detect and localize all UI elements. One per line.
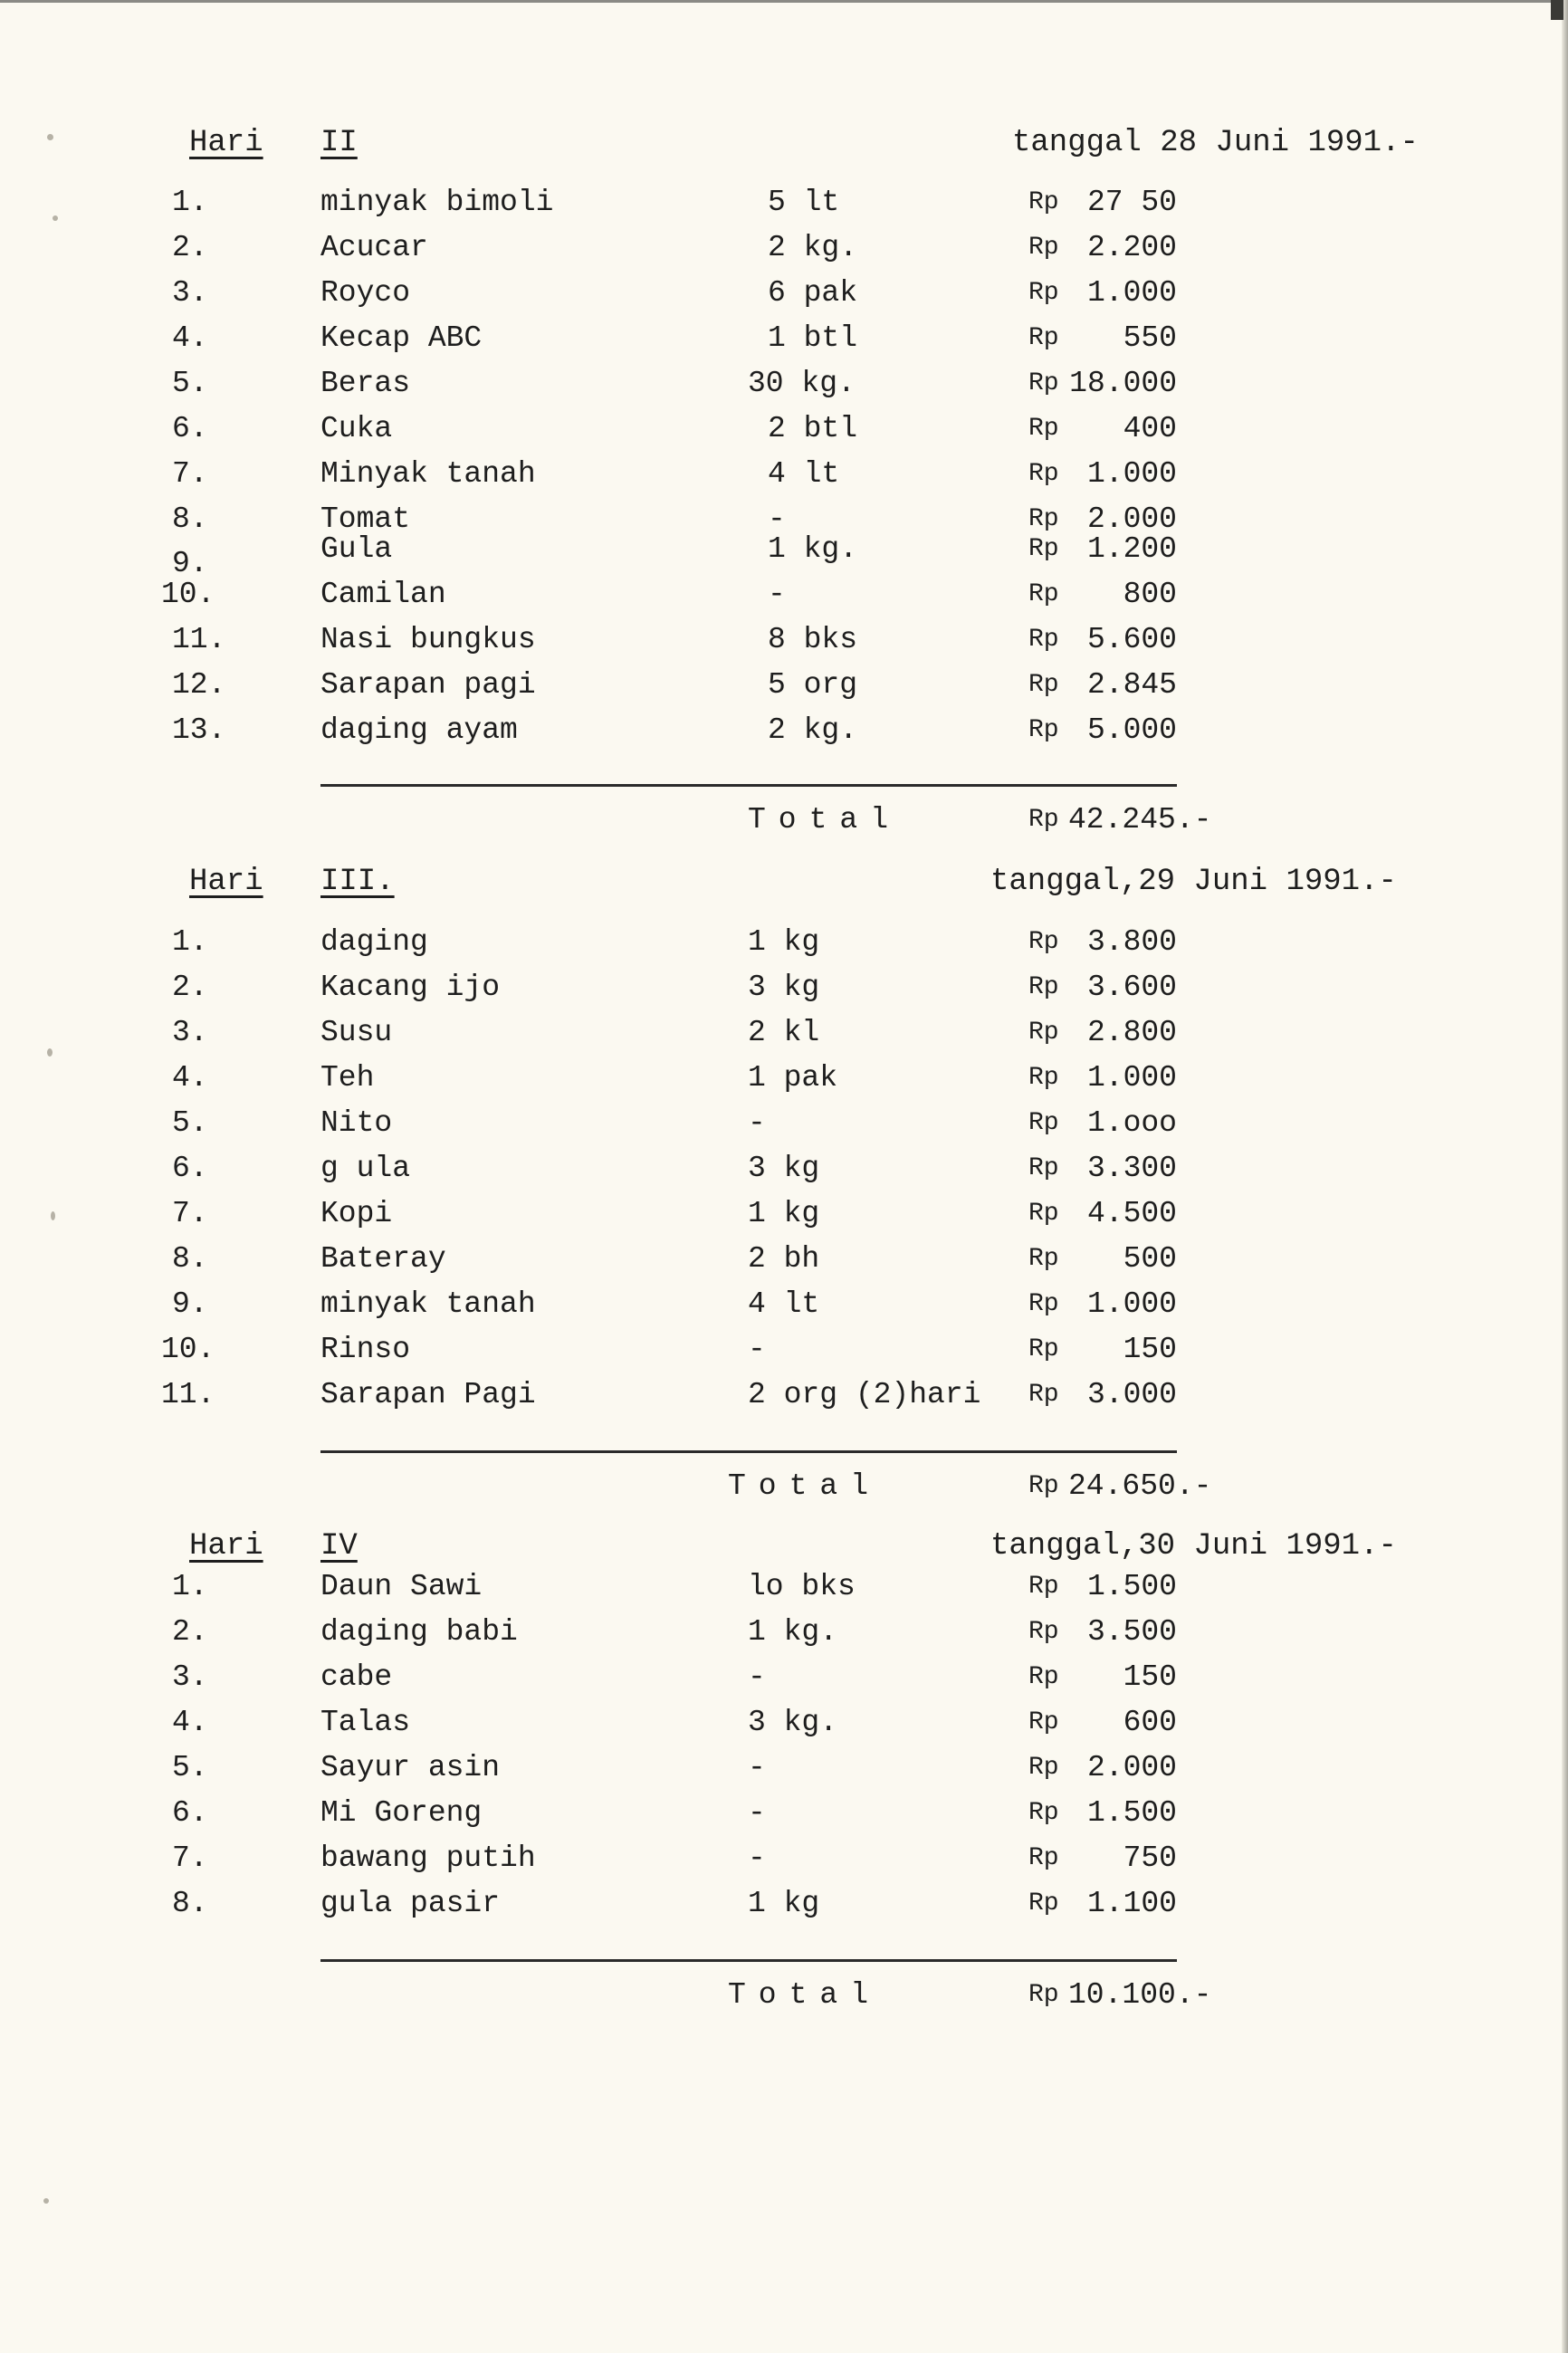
item-number: 11. xyxy=(172,623,226,656)
item-name: Nito xyxy=(320,1106,393,1140)
item-name: Camilan xyxy=(320,578,446,611)
item-quantity: 5 org xyxy=(768,668,858,702)
item-number: 9. xyxy=(172,547,208,580)
list-item xyxy=(0,180,1568,225)
item-number: 8. xyxy=(172,1887,208,1920)
page-corner-mark xyxy=(1551,0,1563,20)
list-item xyxy=(0,965,1568,1010)
item-name: Cuka xyxy=(320,412,393,445)
item-name: bawang putih xyxy=(320,1841,536,1875)
list-item xyxy=(0,572,1568,617)
item-amount: 550 xyxy=(1123,321,1177,355)
day-total xyxy=(0,1971,1568,2020)
currency-label: Rp xyxy=(1028,580,1059,608)
item-quantity: 5 lt xyxy=(768,186,840,219)
day-total xyxy=(0,1462,1568,1511)
item-quantity: 4 lt xyxy=(748,1287,820,1321)
list-item xyxy=(0,271,1568,316)
currency-label: Rp xyxy=(1028,234,1059,262)
hari-label: Hari xyxy=(189,1529,263,1564)
item-amount: 18.000 xyxy=(1069,367,1177,400)
item-amount: 1.000 xyxy=(1086,276,1177,310)
currency-label: Rp xyxy=(1028,1708,1059,1736)
item-number: 1. xyxy=(172,925,208,959)
item-amount: 150 xyxy=(1123,1660,1177,1694)
list-item xyxy=(0,1101,1568,1146)
list-item xyxy=(0,407,1568,452)
day-header xyxy=(0,1522,1568,1571)
item-number: 2. xyxy=(172,971,208,1004)
currency-label: Rp xyxy=(1028,1109,1059,1137)
item-name: Tomat xyxy=(320,502,411,536)
currency-label: Rp xyxy=(1028,1335,1059,1363)
item-number: 6. xyxy=(172,1152,208,1185)
day-header xyxy=(0,857,1568,906)
item-name: minyak bimoli xyxy=(320,186,554,219)
currency-label: Rp xyxy=(1028,671,1059,699)
item-quantity: 1 btl xyxy=(768,321,858,355)
currency-label: Rp xyxy=(1028,1618,1059,1646)
item-number: 5. xyxy=(172,367,208,400)
list-item xyxy=(0,1146,1568,1191)
day-date: tanggal,29 Juni 1991.- xyxy=(990,865,1397,899)
item-quantity: - xyxy=(748,1796,766,1830)
item-amount: 5.000 xyxy=(1086,713,1177,747)
item-name: Bateray xyxy=(320,1242,446,1276)
item-name: Nasi bungkus xyxy=(320,623,536,656)
list-item xyxy=(0,1836,1568,1881)
item-quantity: - xyxy=(748,1660,766,1694)
day-total xyxy=(0,796,1568,845)
item-quantity: - xyxy=(768,578,786,611)
item-name: Sarapan pagi xyxy=(320,668,536,702)
item-number: 2. xyxy=(172,1615,208,1649)
item-number: 4. xyxy=(172,321,208,355)
item-amount: 3.000 xyxy=(1086,1378,1177,1411)
list-item xyxy=(0,1700,1568,1746)
list-item xyxy=(0,225,1568,271)
item-number: 4. xyxy=(172,1706,208,1739)
item-number: 7. xyxy=(172,1841,208,1875)
currency-label: Rp xyxy=(1028,928,1059,956)
item-number: 11. xyxy=(161,1378,215,1411)
item-number: 10. xyxy=(161,1333,215,1366)
currency-label: Rp xyxy=(1028,1754,1059,1782)
currency-label: Rp xyxy=(1028,1019,1059,1047)
list-item xyxy=(0,663,1568,708)
total-divider xyxy=(320,784,1177,787)
item-amount: 2.200 xyxy=(1086,231,1177,264)
currency-label: Rp xyxy=(1028,369,1059,397)
item-name: Minyak tanah xyxy=(320,457,536,491)
item-amount: 27 50 xyxy=(1086,186,1177,219)
total-label: Total xyxy=(728,1978,882,2012)
item-number: 5. xyxy=(172,1106,208,1140)
currency-label: Rp xyxy=(1028,1381,1059,1409)
list-item xyxy=(0,1191,1568,1237)
item-name: daging ayam xyxy=(320,713,518,747)
item-amount: 3.500 xyxy=(1086,1615,1177,1649)
item-quantity: 30 kg. xyxy=(748,367,856,400)
item-name: Daun Sawi xyxy=(320,1570,483,1603)
total-divider xyxy=(320,1450,1177,1453)
item-number: 10. xyxy=(161,578,215,611)
currency-label: Rp xyxy=(1028,1200,1059,1228)
item-quantity: 1 kg xyxy=(748,925,820,959)
item-quantity: 2 bh xyxy=(748,1242,820,1276)
item-name: Kecap ABC xyxy=(320,321,483,355)
item-number: 7. xyxy=(172,1197,208,1230)
item-amount: 4.500 xyxy=(1086,1197,1177,1230)
item-quantity: 2 kg. xyxy=(768,231,858,264)
list-item xyxy=(0,1655,1568,1700)
item-quantity: 8 bks xyxy=(768,623,858,656)
day-number: II xyxy=(320,126,358,160)
item-quantity: - xyxy=(768,502,786,536)
item-quantity: 1 kg. xyxy=(748,1615,838,1649)
item-quantity: 1 pak xyxy=(748,1061,838,1095)
list-item xyxy=(0,1237,1568,1282)
item-amount: 1.000 xyxy=(1086,1061,1177,1095)
page-edge-top xyxy=(0,0,1568,3)
item-amount: 1.500 xyxy=(1086,1570,1177,1603)
currency-label: Rp xyxy=(1028,716,1059,744)
day-date: tanggal,30 Juni 1991.- xyxy=(990,1529,1397,1564)
currency-label: Rp xyxy=(1028,626,1059,654)
item-quantity: 2 kl xyxy=(748,1016,820,1049)
total-label: Total xyxy=(728,1469,882,1503)
item-quantity: - xyxy=(748,1751,766,1784)
item-amount: 1.200 xyxy=(1086,532,1177,566)
item-number: 5. xyxy=(172,1751,208,1784)
item-quantity: - xyxy=(748,1333,766,1366)
item-amount: 800 xyxy=(1123,578,1177,611)
item-quantity: 3 kg. xyxy=(748,1706,838,1739)
item-name: gula pasir xyxy=(320,1887,501,1920)
item-name: Kacang ijo xyxy=(320,971,501,1004)
list-item xyxy=(0,1373,1568,1418)
item-name: minyak tanah xyxy=(320,1287,536,1321)
currency-label: Rp xyxy=(1028,1799,1059,1827)
currency-label: Rp xyxy=(1028,1663,1059,1691)
currency-label: Rp xyxy=(1028,1290,1059,1318)
total-divider xyxy=(320,1959,1177,1962)
day-date: tanggal 28 Juni 1991.- xyxy=(1012,126,1419,160)
list-item xyxy=(0,920,1568,965)
item-name: Sarapan Pagi xyxy=(320,1378,536,1411)
item-name: Talas xyxy=(320,1706,411,1739)
item-amount: 500 xyxy=(1123,1242,1177,1276)
currency-label: Rp xyxy=(1028,415,1059,443)
item-quantity: lo bks xyxy=(748,1570,856,1603)
item-quantity: 6 pak xyxy=(768,276,858,310)
item-number: 6. xyxy=(172,1796,208,1830)
list-item xyxy=(0,617,1568,663)
currency-label: Rp xyxy=(1028,973,1059,1001)
item-name: Beras xyxy=(320,367,411,400)
item-amount: 2.845 xyxy=(1086,668,1177,702)
item-name: Royco xyxy=(320,276,411,310)
list-item xyxy=(0,527,1568,580)
list-item xyxy=(0,1282,1568,1327)
item-amount: 1.100 xyxy=(1086,1887,1177,1920)
total-label: Total xyxy=(748,803,902,837)
item-name: Susu xyxy=(320,1016,393,1049)
hari-label: Hari xyxy=(189,126,263,160)
currency-label: Rp xyxy=(1028,1573,1059,1601)
list-item xyxy=(0,1746,1568,1791)
currency-label: Rp xyxy=(1028,1154,1059,1182)
item-quantity: 3 kg xyxy=(748,1152,820,1185)
item-number: 3. xyxy=(172,1660,208,1694)
item-number: 8. xyxy=(172,1242,208,1276)
currency-label: Rp xyxy=(1028,535,1059,563)
total-amount: 42.245.- xyxy=(1068,803,1212,837)
item-name: daging xyxy=(320,925,428,959)
item-name: Gula xyxy=(320,532,393,566)
total-amount: 10.100.- xyxy=(1068,1978,1212,2012)
item-number: 6. xyxy=(172,412,208,445)
hari-label: Hari xyxy=(189,865,263,899)
list-item xyxy=(0,1791,1568,1836)
list-item xyxy=(0,1056,1568,1101)
currency-label: Rp xyxy=(1028,1472,1059,1500)
list-item xyxy=(0,1010,1568,1056)
item-number: 4. xyxy=(172,1061,208,1095)
item-amount: 2.000 xyxy=(1086,1751,1177,1784)
list-item xyxy=(0,708,1568,753)
item-quantity: - xyxy=(748,1106,766,1140)
currency-label: Rp xyxy=(1028,1245,1059,1273)
item-amount: 750 xyxy=(1123,1841,1177,1875)
item-number: 8. xyxy=(172,502,208,536)
item-name: Kopi xyxy=(320,1197,393,1230)
item-name: g ula xyxy=(320,1152,411,1185)
item-quantity: 1 kg xyxy=(748,1887,820,1920)
list-item xyxy=(0,1327,1568,1373)
item-amount: 2.800 xyxy=(1086,1016,1177,1049)
item-number: 3. xyxy=(172,276,208,310)
item-quantity: 2 btl xyxy=(768,412,858,445)
item-amount: 600 xyxy=(1123,1706,1177,1739)
item-quantity: 4 lt xyxy=(768,457,840,491)
currency-label: Rp xyxy=(1028,1064,1059,1092)
item-number: 13. xyxy=(172,713,226,747)
item-name: Acucar xyxy=(320,231,428,264)
currency-label: Rp xyxy=(1028,1981,1059,2009)
list-item xyxy=(0,316,1568,361)
item-name: cabe xyxy=(320,1660,393,1694)
item-number: 9. xyxy=(172,1287,208,1321)
item-quantity: - xyxy=(748,1841,766,1875)
currency-label: Rp xyxy=(1028,460,1059,488)
currency-label: Rp xyxy=(1028,188,1059,216)
list-item xyxy=(0,1564,1568,1610)
item-amount: 5.600 xyxy=(1086,623,1177,656)
item-amount: 1.000 xyxy=(1086,457,1177,491)
item-name: Rinso xyxy=(320,1333,411,1366)
list-item xyxy=(0,1610,1568,1655)
item-number: 2. xyxy=(172,231,208,264)
paper-speck xyxy=(43,2198,49,2204)
item-name: Sayur asin xyxy=(320,1751,501,1784)
item-quantity: 2 kg. xyxy=(768,713,858,747)
list-item xyxy=(0,1881,1568,1927)
item-number: 1. xyxy=(172,186,208,219)
currency-label: Rp xyxy=(1028,279,1059,307)
item-quantity: 2 org (2)hari xyxy=(748,1378,981,1411)
item-number: 7. xyxy=(172,457,208,491)
item-amount: 3.300 xyxy=(1086,1152,1177,1185)
item-quantity: 3 kg xyxy=(748,971,820,1004)
currency-label: Rp xyxy=(1028,1844,1059,1872)
item-amount: 400 xyxy=(1123,412,1177,445)
item-amount: 3.600 xyxy=(1086,971,1177,1004)
item-name: Mi Goreng xyxy=(320,1796,483,1830)
item-amount: 1.500 xyxy=(1086,1796,1177,1830)
list-item xyxy=(0,361,1568,407)
item-number: 12. xyxy=(172,668,226,702)
currency-label: Rp xyxy=(1028,505,1059,533)
item-amount: 2.000 xyxy=(1086,502,1177,536)
total-amount: 24.650.- xyxy=(1068,1469,1212,1503)
item-quantity: 1 kg xyxy=(748,1197,820,1230)
item-amount: 1.000 xyxy=(1086,1287,1177,1321)
item-amount: 1.ooo xyxy=(1086,1106,1177,1140)
item-amount: 150 xyxy=(1123,1333,1177,1366)
item-amount: 3.800 xyxy=(1086,925,1177,959)
item-number: 3. xyxy=(172,1016,208,1049)
item-name: Teh xyxy=(320,1061,375,1095)
list-item xyxy=(0,452,1568,497)
currency-label: Rp xyxy=(1028,806,1059,834)
item-number: 1. xyxy=(172,1570,208,1603)
day-number: IV xyxy=(320,1529,358,1564)
currency-label: Rp xyxy=(1028,324,1059,352)
item-quantity: 1 kg. xyxy=(768,532,858,566)
currency-label: Rp xyxy=(1028,1889,1059,1918)
day-number: III. xyxy=(320,865,395,899)
day-header xyxy=(0,119,1568,167)
item-name: daging babi xyxy=(320,1615,518,1649)
